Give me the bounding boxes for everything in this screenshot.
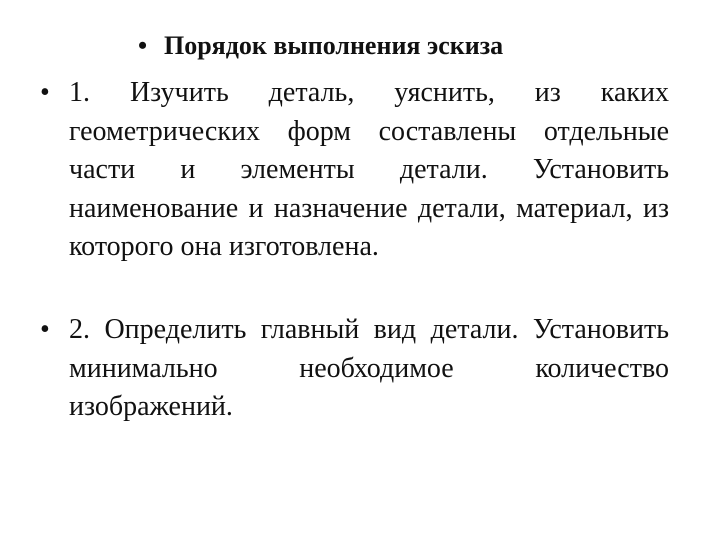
bullet-icon: •	[138, 31, 148, 60]
bullet-icon: •	[40, 77, 50, 108]
list-item-text: 2. Определить главный вид детали. Установить минимально необходимое количество изображений.	[69, 314, 669, 422]
bullet-icon: •	[40, 314, 50, 345]
list-item	[40, 311, 670, 427]
list-item-text: 1. Изучить деталь, уяснить, из каких геометрических форм составлены отдельные части и элементы детали. Установить наименование и назначение детали, материал, из которого она изготовлена.	[69, 77, 669, 262]
list-item	[40, 74, 670, 267]
slide-title: Порядок выполнения эскиза	[164, 31, 504, 60]
slide-title-row	[138, 26, 698, 66]
